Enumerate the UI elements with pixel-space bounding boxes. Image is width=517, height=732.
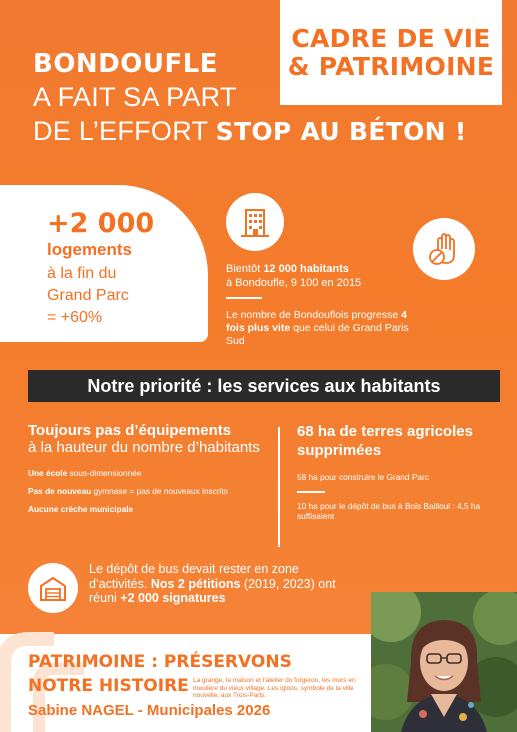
list-item-bold: Aucune crèche municipale (28, 504, 134, 514)
candidate-photo (371, 592, 517, 732)
priority-banner (28, 370, 500, 402)
divider (297, 491, 325, 493)
housing-stat-detail-3: = +60% (47, 309, 103, 326)
list-item-bold: Pas de nouveau (28, 486, 92, 496)
list-item-bold: Une école (28, 468, 68, 478)
bus-depot-text (89, 562, 359, 606)
growth-bold: 4 fois plus vite (226, 309, 407, 334)
growth-prefix: Le nombre de Bondouflois progresse (226, 309, 402, 321)
divider (226, 297, 262, 299)
farmland-title: 68 ha de terres agricoles supprimées (297, 423, 473, 459)
housing-stat-number: +2 000 (47, 208, 155, 239)
headline-line-1: BONDOUFLE (33, 49, 219, 79)
equipment-column (28, 422, 268, 522)
growth-suffix: que celui de Grand Paris Sud (226, 322, 409, 347)
depot-line-2: (2019, 2023) ont réuni (89, 576, 336, 605)
depot-bold-2: +2 000 signatures (120, 591, 226, 605)
tag-line-1: CADRE DE VIE (291, 23, 491, 53)
depot-bold-1: Nos 2 pétitions (150, 576, 241, 591)
equipment-subtitle: à la hauteur du nombre d’habitants (28, 439, 260, 456)
patrimoine-title-line-2: NOTRE HISTOIRE (28, 676, 189, 696)
housing-stat-detail-2: Grand Parc (47, 287, 129, 304)
headline-line-3 (33, 114, 493, 149)
equipment-title: Toujours pas d’équipements (28, 422, 232, 439)
patrimoine-note: La grange, la maison et l’atelier du forgeron, les murs en meulière du vieux village. Les igloos, symbole de la ville nouvelle, aux Trois-Parts. (193, 677, 356, 699)
column-divider (278, 427, 280, 547)
list-item (28, 486, 268, 496)
housing-stat-detail (47, 263, 129, 329)
population-line-2: à Bondoufle, 9 100 en 2015 (226, 277, 362, 289)
housing-stat-label: logements (47, 240, 133, 259)
depot-line-1: Le dépôt de bus devait rester en zone d’activités. (89, 562, 299, 591)
farmland-item-1: 58 ha pour construire le Grand Parc (297, 472, 429, 482)
list-item-rest: sous-dimensionnée (67, 468, 142, 478)
candidate-signature: Sabine NAGEL - Municipales 2026 (28, 702, 271, 719)
list-item (28, 504, 268, 514)
population-growth-text (226, 309, 426, 348)
building-icon (226, 193, 284, 251)
farmland-item-2: 10 ha pour le dépôt de bus à Bois Bailloul : 4,5 ha suffisaient (297, 500, 481, 521)
bus-depot-icon (28, 563, 78, 613)
equipment-list (28, 468, 268, 514)
population-text (226, 262, 406, 290)
patrimoine-title-line-1: PATRIMOINE : PRÉSERVONS (28, 652, 292, 672)
farmland-column (297, 422, 507, 521)
headline (33, 48, 493, 149)
list-item-rest: gymnase = pas de nouveaux inscrits (91, 486, 228, 496)
priority-banner-text: Notre priorité : les services aux habitants (87, 375, 441, 396)
headline-line-3-bold: STOP AU BÉTON ! (215, 117, 467, 146)
headline-line-3-regular: DE L’EFFORT (33, 116, 216, 146)
population-prefix: Bientôt (226, 263, 264, 275)
tag-line-2: & PATRIMOINE (287, 51, 495, 81)
stop-hand-icon (413, 218, 475, 280)
headline-line-2: A FAIT SA PART (33, 82, 237, 112)
population-bold: 12 000 habitants (263, 263, 349, 275)
housing-stat-detail-1: à la fin du (47, 265, 117, 282)
list-item (28, 468, 268, 478)
